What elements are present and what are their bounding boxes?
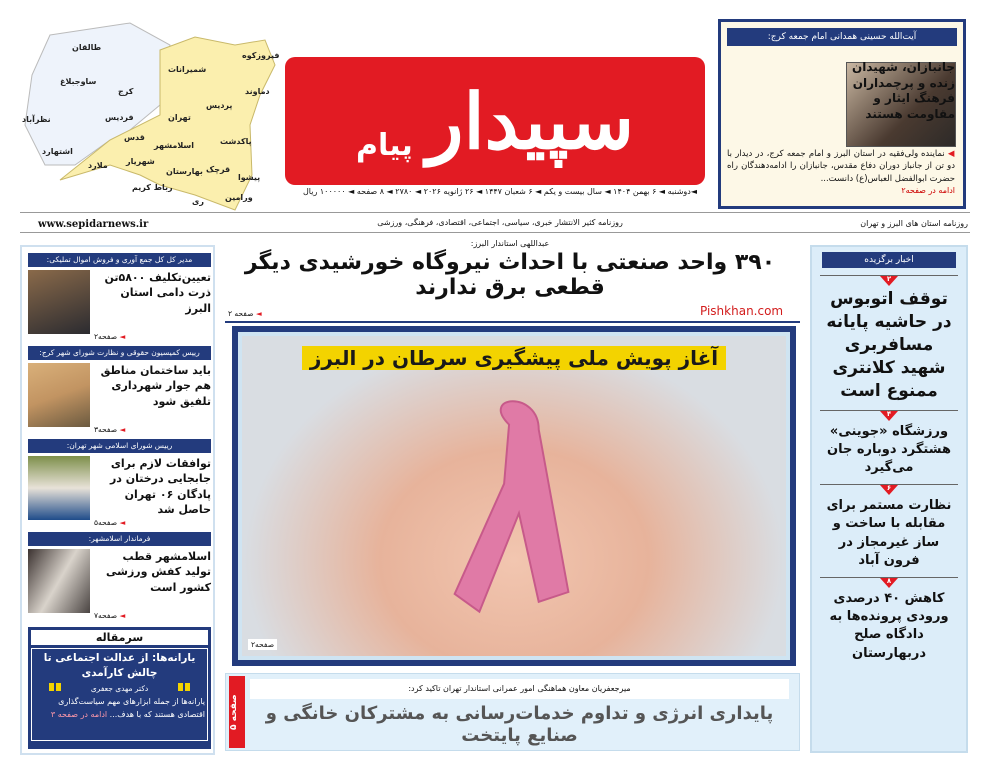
divider [20,212,970,213]
map-label: دماوند [245,87,270,96]
map-label: رباط کریم [132,183,173,192]
map-label: ملارد [88,161,108,170]
logo-prefix: پیام [355,128,413,163]
item-page: ۸ [886,577,892,585]
editorial-box[interactable] [28,627,211,749]
logo-main: سپیدار [426,76,635,166]
map-label: شمیرانات [168,65,207,74]
image-caption: آغاز پویش ملی پیشگیری سرطان در البرز [302,346,726,370]
editorial-title: یارانه‌ها: از عدالت اجتماعی تا چالش کارآمدی [43,652,196,679]
map-label: ساوجبلاغ [60,77,97,86]
featured-item[interactable] [820,484,958,570]
bottom-story[interactable] [225,673,800,751]
map-label: اسلامشهر [154,141,195,150]
list-item[interactable] [28,346,211,436]
watermark: Pishkhan.com [700,304,784,318]
item-title: باید ساختمان مناطق هم جوار شهرداری تلفیق شود [100,364,211,408]
featured-item[interactable] [820,577,958,663]
map-label: فردیس [105,113,134,122]
arrow-icon: ◄ [255,309,262,318]
list-item[interactable] [28,439,211,529]
item-page: ۴ [886,409,892,418]
item-page: صفحه۷ [94,611,118,620]
main-headline[interactable]: ۳۹۰ واحد صنعتی با احداث نیروگاه خورشیدی دیگر قطعی برق ندارند [244,250,776,301]
item-page: صفحه۳ [94,425,118,434]
editorial-body: یارانه‌ها از جمله ابزارهای مهم سیاست‌گذاری اقتصادی هستند که با هدف... [58,697,205,719]
map-label: بهارستان [166,167,203,176]
item-kicker: رییس کمیسیون حقوقی و نظارت شورای شهر کرج: [28,346,211,360]
featured-header: اخبار برگزیده [822,252,956,268]
page-marker-icon [880,485,898,495]
map-label: ورامین [225,193,253,202]
main-kicker: عبداللهی استاندار البرز: [470,239,550,248]
divider [20,232,970,233]
item-title: اسلامشهر قطب تولید کفش ورزشی کشور است [106,550,211,594]
item-photo [28,270,90,334]
quote-icon [48,683,62,693]
map-label: قدس [124,133,145,142]
item-page: صفحه۲ [94,332,118,341]
item-title: تعیین‌تکلیف ۵۸۰۰تن ذرت دامی استان البرز [104,271,211,315]
map-label: قرچک [206,165,231,174]
item-title: توقف اتوبوس در حاشیه پایانه مسافربری شهید کلانتری ممنوع است [826,289,952,401]
map-label: پردیس [206,101,233,110]
top-story-kicker: آیت‌الله حسینی همدانی امام جمعه کرج: [727,28,957,46]
main-image[interactable] [232,326,796,666]
page-marker-icon [880,578,898,588]
newspaper-subtitle: روزنامه کثیر الانتشار خبری، سیاسی، اجتماعی، اقتصادی، فرهنگی، ورزشی [377,218,623,227]
main-page: صفحه ۲ [228,309,254,318]
featured-news [810,245,968,753]
newspaper-logo [285,57,705,185]
issue-info: ◄دوشنبه ◄ ۶ بهمن ۱۴۰۴ ◄ سال بیست و یکم ◄ ۶ شعبان ۱۴۴۷ ◄ ۲۶ ژانویه ۲۰۲۶ ◄ ۲۷۸۰ ◄ ۸ صفحه ◄ ۱۰۰۰۰۰ ریال [302,187,698,196]
item-photo [28,549,90,613]
editorial-more[interactable]: ادامه در صفحه ۳ [50,709,108,719]
map-label: اشتهارد [42,147,73,156]
top-story-body: نماینده ولی‌فقیه در استان البرز و امام جمعه کرج، در دیدار با دو تن از جانباز دوران دفاع مقدس، جانبازان را ادامه‌دهندگان راه حضرت ابوالفضل العباس(ع) دانست... [727,149,955,184]
editorial-header: سرمقاله [31,630,208,645]
item-title: کاهش ۴۰ درصدی ورودی پرونده‌ها به دادگاه صلح دربهارستان [829,591,949,661]
divider [225,321,800,323]
item-title: ورزشگاه «جوینی» هشتگرد دوباره جان می‌گیرد [827,423,951,476]
quote-icon [177,683,191,693]
item-page: ۲ [886,275,892,283]
map-label: پاکدشت [220,137,252,146]
map-label: ری [192,197,204,206]
image-page: صفحه۲ [248,639,277,650]
item-page: ۶ [886,484,892,493]
item-kicker: رییس شورای اسلامی شهر تهران: [28,439,211,453]
top-story-more[interactable]: ادامه در صفحه۲ [901,185,955,195]
item-photo [28,456,90,520]
provinces-label: روزنامه استان های البرز و تهران [860,219,968,228]
featured-item[interactable] [820,410,958,478]
website-link[interactable]: www.sepidarnews.ir [38,219,149,230]
map-label: طالقان [72,43,102,52]
map-label: کرج [118,87,134,96]
pink-ribbon-icon [242,336,786,656]
map-label: پیشوا [238,173,261,182]
map-label: فیروزکوه [242,51,280,60]
province-map [20,15,290,215]
list-item[interactable] [28,253,211,343]
map-label: نظرآباد [22,115,51,124]
top-story-headline: جانبازان، شهیدان زنده و پرچمداران فرهنگ ایثار و مقاومت هستند [852,60,955,121]
arrow-icon: ◄ [119,611,126,620]
arrow-icon: ◄ [119,332,126,341]
map-label: شهریار [126,157,155,166]
page-tag: صفحه ۵ [229,676,245,748]
item-title: نظارت مستمر برای مقابله با ساخت و ساز غیرمجاز در فرون آباد [826,498,952,568]
bullet-icon: ◀ [944,149,955,159]
page-marker-icon [880,411,898,421]
ribbon-hands-photo [242,336,786,656]
item-page: صفحه۵ [94,518,118,527]
arrow-icon: ◄ [119,425,126,434]
top-story[interactable] [718,19,966,209]
item-title: توافقات لازم برای جابجایی درختان در پادگان ۰۶ تهران حاصل شد [109,457,211,517]
editorial-author: دکتر مهدی جعفری [90,683,149,693]
item-photo [28,363,90,427]
page-marker-icon [880,276,898,286]
list-item[interactable] [28,532,211,622]
item-kicker: فرماندار اسلامشهر: [28,532,211,546]
map-label: تهران [168,113,191,122]
featured-item[interactable] [820,275,958,403]
left-column [20,245,215,755]
bottom-headline: پایداری انرژی و تداوم خدمات‌رسانی به مشترکان خانگی و صنایع پایتخت [265,703,774,746]
item-kicker: مدیر کل کل جمع آوری و فروش اموال تملیکی: [28,253,211,267]
bottom-kicker: میرجعفریان معاون هماهنگی امور عمرانی استاندار تهران تاکید کرد: [250,679,789,699]
arrow-icon: ◄ [119,518,126,527]
